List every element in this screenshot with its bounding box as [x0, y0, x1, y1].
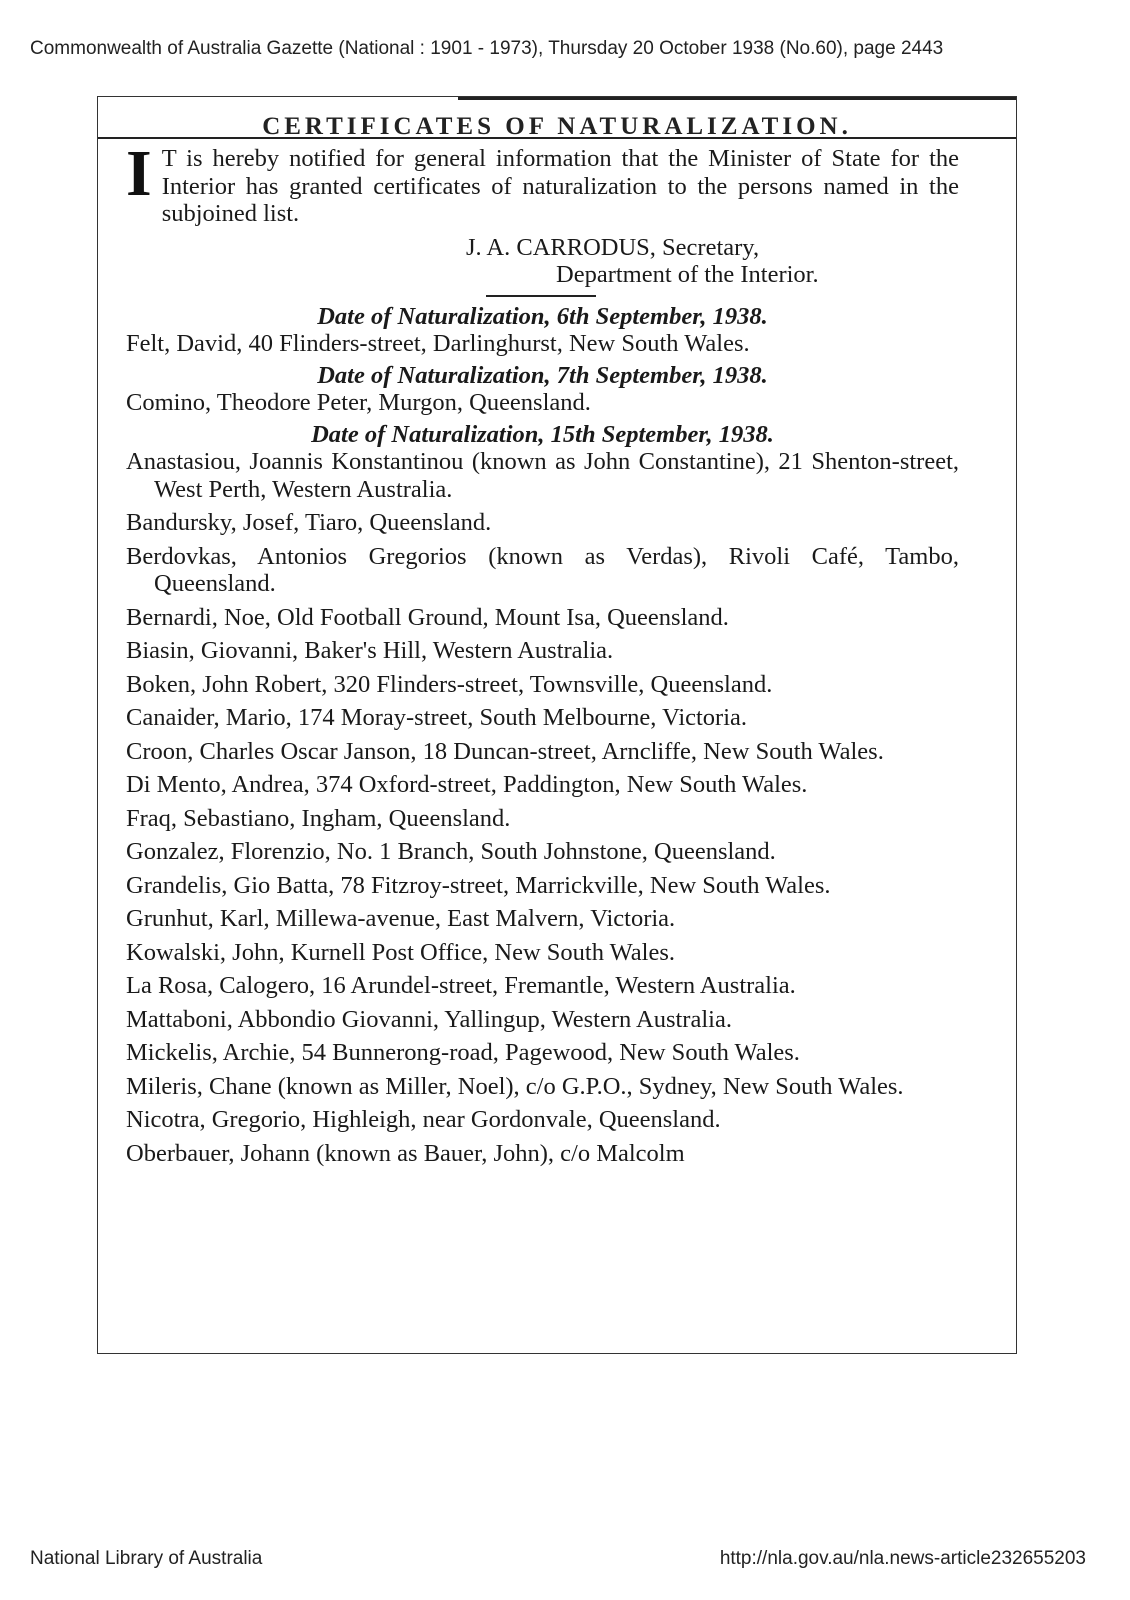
naturalization-date-heading: Date of Naturalization, 15th September, 1938.	[311, 420, 774, 448]
signature-block	[126, 234, 959, 289]
clipping-cut-edge	[98, 1341, 1016, 1353]
naturalization-entry: Felt, David, 40 Flinders-street, Darlinghurst, New South Wales.	[126, 330, 750, 357]
naturalization-entry: Biasin, Giovanni, Baker's Hill, Western Australia.	[126, 637, 614, 664]
naturalization-entry: Croon, Charles Oscar Janson, 18 Duncan-street, Arncliffe, New South Wales.	[126, 737, 884, 765]
signatory-department: Department of the Interior.	[556, 261, 819, 288]
naturalization-entry: Di Mento, Andrea, 374 Oxford-street, Paddington, New South Wales.	[126, 771, 808, 798]
naturalization-entry: Anastasiou, Joannis Konstantinou (known as John Constantine), 21 Shenton-street, West Perth, Western Australia.	[126, 448, 959, 503]
drop-cap: I	[126, 137, 152, 210]
intro-text: T is hereby notified for general information that the Minister of State for the Interior has granted certificates of naturalization to the persons named in the subjoined list.	[161, 145, 959, 227]
naturalization-entry: Oberbauer, Johann (known as Bauer, John), c/o Malcolm	[126, 1139, 685, 1167]
naturalization-entry: Berdovkas, Antonios Gregorios (known as Verdas), Rivoli Café, Tambo, Queensland.	[126, 542, 959, 597]
naturalization-entry: Nicotra, Gregorio, Highleigh, near Gordonvale, Queensland.	[126, 1106, 721, 1133]
naturalization-entry: Comino, Theodore Peter, Murgon, Queensland.	[126, 389, 591, 416]
clipping-body	[126, 137, 959, 1167]
footer-url[interactable]: http://nla.gov.au/nla.news-article232655203	[719, 1548, 1086, 1569]
signatory-name: J. A. CARRODUS, Secretary,	[466, 233, 760, 261]
naturalization-date-heading: Date of Naturalization, 6th September, 1938.	[317, 302, 768, 330]
heading-rule	[98, 137, 1016, 139]
naturalization-date-heading: Date of Naturalization, 7th September, 1938.	[317, 361, 768, 389]
naturalization-entry: Mileris, Chane (known as Miller, Noel), c/o G.P.O., Sydney, New South Wales.	[126, 1072, 904, 1100]
naturalization-entry: Grandelis, Gio Batta, 78 Fitzroy-street, Marrickville, New South Wales.	[126, 871, 831, 899]
naturalization-entry: Kowalski, John, Kurnell Post Office, New South Wales.	[126, 938, 676, 966]
naturalization-entry: Boken, John Robert, 320 Flinders-street, Townsville, Queensland.	[126, 670, 773, 698]
section-divider	[486, 295, 596, 297]
naturalization-entry: Fraq, Sebastiano, Ingham, Queensland.	[126, 804, 511, 832]
naturalization-entry: Gonzalez, Florenzio, No. 1 Branch, South Johnstone, Queensland.	[126, 838, 776, 865]
footer-source: National Library of Australia	[30, 1548, 263, 1569]
naturalization-entry: Mickelis, Archie, 54 Bunnerong-road, Pagewood, New South Wales.	[126, 1039, 800, 1066]
clipping-heading: CERTIFICATES OF NATURALIZATION.	[262, 113, 852, 140]
naturalization-entry: Bandursky, Josef, Tiaro, Queensland.	[126, 509, 492, 536]
page-header: Commonwealth of Australia Gazette (National : 1901 - 1973), Thursday 20 October 1938 (No.60), page 2443	[30, 38, 944, 59]
naturalization-list	[126, 303, 959, 1168]
naturalization-entry: Bernardi, Noe, Old Football Ground, Mount Isa, Queensland.	[126, 603, 729, 631]
naturalization-entry: La Rosa, Calogero, 16 Arundel-street, Fremantle, Western Australia.	[126, 972, 796, 999]
top-rule	[458, 97, 1017, 100]
naturalization-entry: Mattaboni, Abbondio Giovanni, Yallingup, Western Australia.	[126, 1005, 732, 1033]
naturalization-entry: Canaider, Mario, 174 Moray-street, South Melbourne, Victoria.	[126, 704, 748, 731]
intro-paragraph	[126, 137, 959, 228]
newspaper-clipping	[97, 96, 1017, 1354]
naturalization-entry: Grunhut, Karl, Millewa-avenue, East Malvern, Victoria.	[126, 905, 676, 932]
